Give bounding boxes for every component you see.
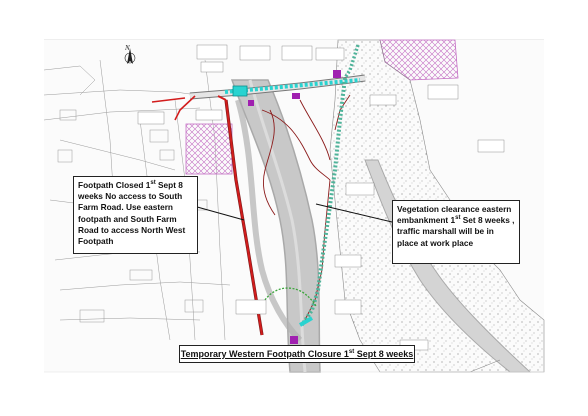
map-caption xyxy=(179,345,415,363)
callout-left-line1-post: Sept 8 xyxy=(155,180,183,190)
caption-pre: Temporary Western Footpath Closure 1 xyxy=(180,349,349,359)
callout-right-rest: traffic marshall will be in place at work place xyxy=(397,226,494,248)
site-marker-3 xyxy=(333,70,341,78)
site-marker-4 xyxy=(290,336,298,344)
callout-footpath-closed xyxy=(73,176,198,254)
callout-left-rest: weeks No access to South Farm Road. Use eastern footpath and South Farm Road to access North West Footpath xyxy=(78,191,186,246)
callout-right-line2-post: Set 8 weeks , xyxy=(460,215,515,226)
hatched-zone-west xyxy=(186,124,232,174)
north-arrow-label: N xyxy=(125,44,130,52)
callout-left-line1-sup: st xyxy=(150,180,156,187)
caption-post: Sept 8 weeks xyxy=(354,349,414,359)
site-marker-2 xyxy=(292,93,300,99)
site-marker-1 xyxy=(248,100,254,106)
callout-right-line2-sup: st xyxy=(455,215,461,222)
callout-left-line1-pre: Footpath Closed 1 xyxy=(78,180,151,190)
callout-right-line2-pre: embankment 1 xyxy=(397,215,456,226)
access-compound xyxy=(233,86,247,96)
callout-right-line2 xyxy=(397,215,515,226)
callout-vegetation-clearance xyxy=(392,200,520,264)
caption-sup: st xyxy=(348,349,355,355)
callout-right-line1: Vegetation clearance eastern xyxy=(397,204,512,214)
